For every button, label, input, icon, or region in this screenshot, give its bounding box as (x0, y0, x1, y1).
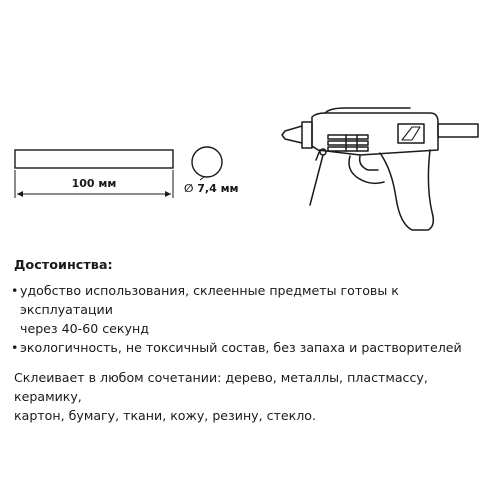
feature-text: экологичность, не токсичный состав, без запаха и растворителей (20, 340, 462, 355)
features-heading: Достоинства: (14, 258, 113, 273)
stick-cross-section-icon (192, 147, 222, 180)
description (11, 256, 494, 425)
applications-text: Склеивает в любом сочетании: дерево, металлы, пластмассу, керамику, (14, 370, 428, 404)
feature-text: удобство использования, склеенные предметы готовы к эксплуатации (20, 283, 399, 317)
length-label: 100 мм (71, 177, 117, 190)
diameter-label: ∅ 7,4 мм (184, 182, 239, 195)
feature-item (11, 338, 494, 357)
applications-text: картон, бумагу, ткани, кожу, резину, стекло. (14, 408, 317, 423)
bullet-icon: • (11, 283, 19, 298)
bullet-icon: • (11, 340, 19, 355)
glue-gun-icon (282, 108, 478, 230)
glue-stick-icon (15, 150, 173, 198)
feature-item (11, 281, 494, 338)
feature-text: через 40-60 секунд (20, 321, 149, 336)
